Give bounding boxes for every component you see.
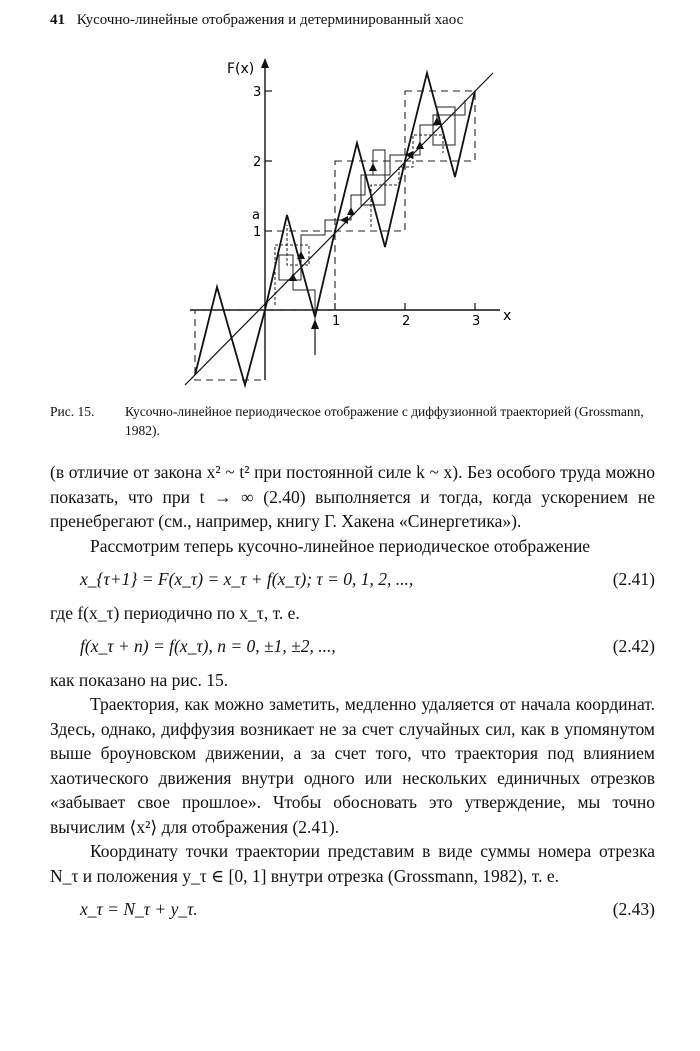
equation-2-42: [50, 634, 655, 659]
paragraph-2: Рассмотрим теперь кусочно-линейное периодическое отображение: [90, 535, 591, 556]
marker-a-label: a: [252, 208, 260, 223]
paragraph-4: как показано на рис. 15.: [50, 669, 229, 690]
paragraph-6: Координату точки траектории представим в виде суммы номера отрезка N_τ и положения y_τ ∈ [0, 1] внутри отрезка (Grossmann, 1982), т. е.: [50, 841, 655, 886]
equation-2-41-formula: x_{τ+1} = F(x_τ) = x_τ + f(x_τ); τ = 0, 1, 2, ...,: [80, 569, 414, 589]
body-text: [50, 460, 655, 931]
equation-2-42-formula: f(x_τ + n) = f(x_τ), n = 0, ±1, ±2, ...,: [80, 636, 336, 656]
x-axis-label: x: [503, 308, 512, 324]
figure-caption: [50, 402, 655, 440]
running-title: Кусочно-линейные отображения и детерминированный хаос: [76, 12, 464, 28]
x-tick-1: 1: [332, 314, 341, 329]
x-tick-2: 2: [402, 314, 411, 329]
equation-2-43: [50, 897, 655, 922]
page-number: 41: [50, 12, 65, 28]
paragraph-5: Траектория, как можно заметить, медленно удаляется от начала координат. Здесь, однако, диффузия возникает не за счет случайных сил, как в упомянутом выше броуновском движении, а за счет того, что траектория под влиянием хаотического движения внутри одного или нескольких единичных отрезков «забывает свое прошлое». Чтобы обосновать это утверждение, мы точно вычислим ⟨x²⟩ для отображения (2.41).: [50, 694, 655, 837]
piecewise-map-plot: [175, 55, 515, 390]
paragraph-1: (в отличие от закона x² ~ t² при постоянной силе k ~ x). Без особого труда можно показать, что при t → ∞ (2.40) выполняется и тогда, когда ускорением не пренебрегают (см., например, книгу Г. Хакена «Синергетика»).: [50, 462, 655, 531]
y-tick-2: 2: [253, 155, 262, 170]
equation-2-41-number: (2.41): [612, 569, 655, 589]
paragraph-3: где f(x_τ) периодично по x_τ, т. е.: [50, 602, 300, 623]
equation-2-43-formula: x_τ = N_τ + y_τ.: [80, 899, 198, 919]
y-tick-1: 1: [253, 225, 262, 240]
x-tick-3: 3: [472, 314, 481, 329]
y-axis-arrow-icon: [261, 58, 269, 68]
start-arrow-icon: [311, 319, 319, 329]
y-tick-3: 3: [253, 85, 262, 100]
y-axis-label: F(x): [227, 61, 255, 77]
equation-2-41: [50, 567, 655, 592]
equation-2-43-number: (2.43): [612, 899, 655, 919]
caption-label: Рис. 15.: [50, 404, 95, 419]
caption-text: Кусочно-линейное периодическое отображение с диффузионной траекторией (Grossmann, 1982).: [125, 404, 644, 438]
trajectory: [279, 100, 465, 335]
running-header: [50, 12, 660, 29]
figure-15: [175, 55, 515, 390]
equation-2-42-number: (2.42): [612, 636, 655, 656]
